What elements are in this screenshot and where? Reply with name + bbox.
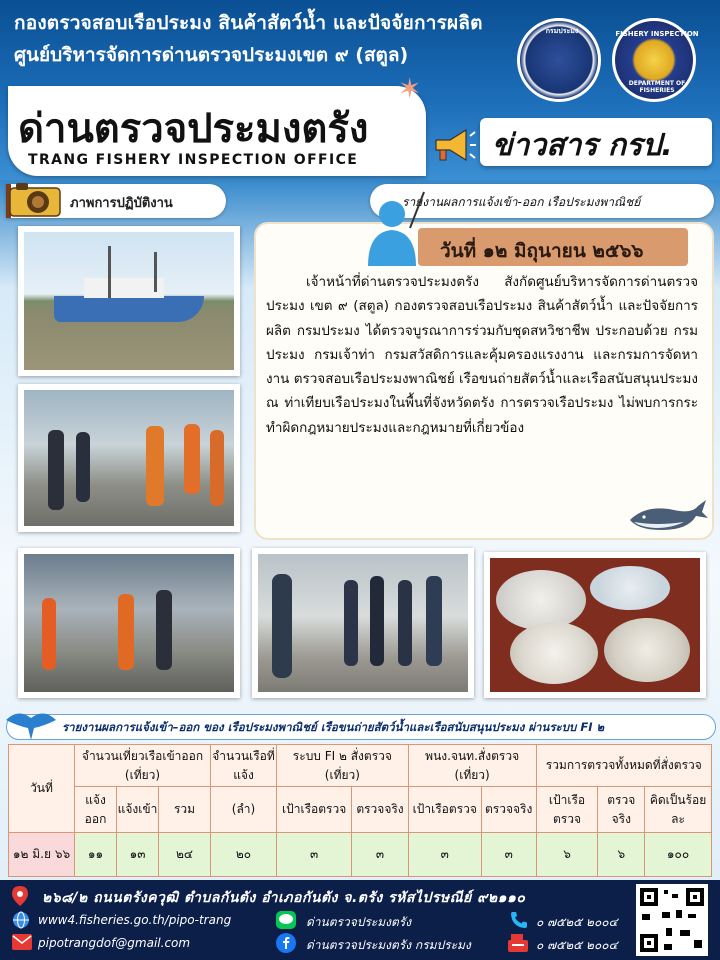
catch-basket [604,618,690,682]
sub-in: แจ้งเข้า [117,787,159,833]
cell-out: ๑๑ [75,833,117,877]
footer-email[interactable]: pipotrangdof@gmail.com [38,936,191,950]
header-division: กองตรวจสอบเรือประมง สินค้าสัตว์น้ำ และปัจจัยการผลิต [14,12,483,34]
sub-staff-actual: ตรวจจริง [481,787,536,833]
qr-code [636,884,708,956]
footer-website[interactable]: www4.fisheries.go.th/pipo-trang [38,913,232,927]
table-row [9,833,712,877]
facebook-icon [276,933,296,953]
person-figure [156,590,172,670]
catch-basket [590,566,670,610]
photo-officials-group [252,548,474,698]
boat-mast [108,246,111,298]
cell-fi2-actual: ๓ [352,833,408,877]
cell-all-actual: ๖ [598,833,645,877]
col-fi2-header: ระบบ FI ๒ สั่งตรวจ (เที่ยว) [277,745,409,787]
person-figure [76,432,90,502]
photo-inspection-team-market [18,384,240,532]
photo-crew-lifejackets [18,548,240,698]
seal2-label-top: FISHERY INSPECTION [615,30,699,38]
cell-staff-target: ๓ [408,833,481,877]
cell-in: ๑๓ [117,833,159,877]
seal2-label-bottom: DEPARTMENT OF FISHERIES [628,80,686,94]
col-trips-header: จำนวนเที่ยวเรือเข้าออก (เที่ยว) [75,745,211,787]
report-title: รายงานผลการแจ้งเข้า–ออก ของ เรือประมงพาณิชย์ เรือขนถ่ายสัตว์น้ำและเรือสนับสนุนประมง ผ่านระบบ FI ๒ [62,720,605,734]
person-figure [118,594,134,670]
header-center: ศูนย์บริหารจัดการด่านตรวจประมงเขต ๙ (สตูล) [14,44,409,66]
boat-cabin [84,278,164,298]
starfish-icon: ✶ [398,72,422,105]
globe-icon [12,911,30,929]
person-figure [426,576,442,666]
manta-ray-icon [4,706,58,742]
person-figure [272,574,292,678]
col-staff-header: พนง.จนท.สั่งตรวจ (เที่ยว) [408,745,536,787]
photo-fishing-boat [18,226,240,376]
whale-icon [626,496,708,536]
report-table [8,744,712,877]
person-figure [42,598,56,670]
sub-all-target: เป้าเรือตรวจ [536,787,598,833]
person-figure [184,424,200,494]
line-app-icon [276,911,296,929]
sub-units: (ลำ) [211,787,277,833]
location-pin-icon [12,886,28,906]
phone-icon [510,911,528,929]
sub-fi2-actual: ตรวจจริง [352,787,408,833]
sub-all-actual: ตรวจจริง [598,787,645,833]
person-figure [370,576,384,666]
catch-basket [496,570,586,630]
cell-percent: ๑๐๐ [645,833,712,877]
email-icon [12,934,32,950]
boat-hull [54,296,204,322]
cell-all-target: ๖ [536,833,598,877]
cell-fi2-target: ๓ [277,833,352,877]
cell-date: ๑๒ มิ.ย ๖๖ [9,833,75,877]
cell-staff-actual: ๓ [481,833,536,877]
sub-staff-target: เป้าเรือตรวจ [408,787,481,833]
footer-facebook[interactable]: ด่านตรวจประมงตรัง กรมประมง [306,938,471,952]
person-figure [398,580,412,666]
photos-section-label: ภาพการปฏิบัติงาน [70,196,173,211]
presenter-icon [352,188,432,268]
article-date: วันที่ ๑๒ มิถุนายน ๒๕๖๖ [440,240,644,262]
cell-boats: ๒๐ [211,833,277,877]
person-figure [48,430,64,510]
boat-mast [154,252,157,292]
report-section-label: รายงานผลการแจ้งเข้า-ออก เรือประมงพาณิชย์ [402,195,641,209]
col-date-header: วันที่ [9,745,75,833]
news-label: ข่าวสาร กรป. [492,128,673,163]
article-body: เจ้าหน้าที่ด่านตรวจประมงตรัง สังกัดศูนย์บริหารจัดการด่านตรวจประมง เขต ๙ (สตูล) กองตรวจสอบเรือประมง สินค้าสัตว์น้ำ และปัจจัยการผลิต กรมประมง ได้ตรวจบูรณาการร่วมกับชุดสหวิชาชีพ ประกอบด้วย กรมประมง กรมเจ้าท่า กรมสวัสดิการและคุ้มครองแรงงาน และกรมการจัดหางาน ตรวจสอบเรือประมงพาณิชย์ เรือขนถ่ายสัตว์น้ำและเรือสนับสนุนประมง ณ ท่าเทียบเรือประมงในพื้นที่จังหวัดตรัง การตรวจเรือประมง ไม่พบการกระทำผิดกฎหมายประมงและกฎหมายที่เกี่ยวข้อง [266,274,699,436]
sub-out: แจ้งออก [75,787,117,833]
col-boats-header: จำนวนเรือที่แจ้ง [211,745,277,787]
person-figure [344,580,358,666]
sub-percent: คิดเป็นร้อยละ [645,787,712,833]
camera-icon [8,180,62,218]
person-figure [210,430,224,506]
cell-total: ๒๔ [159,833,211,877]
footer-fax: ๐ ๗๕๒๕ ๒๐๐๔ [536,938,618,952]
page-title: ด่านตรวจประมงตรัง [18,106,369,152]
person-figure [146,426,164,506]
photo-fish-catch-baskets [484,552,706,698]
sub-fi2-target: เป้าเรือตรวจ [277,787,352,833]
footer-address: ๒๖๘/๒ ถนนตรังควุฒิ ตำบลกันตัง อำเภอกันตัง จ.ตรัง รหัสไปรษณีย์ ๙๒๑๑๐ [42,890,526,906]
footer-line[interactable]: ด่านตรวจประมงตรัง [306,915,412,929]
megaphone-icon [432,128,476,162]
footer-phone[interactable]: ๐ ๗๕๒๕ ๒๐๐๔ [536,915,618,929]
col-total-header: รวมการตรวจทั้งหมดที่สั่งตรวจ [536,745,711,787]
fax-icon [508,934,528,952]
sub-total: รวม [159,787,211,833]
catch-basket [510,622,598,684]
page-title-english: TRANG FISHERY INSPECTION OFFICE [28,152,359,168]
seal1-label: กรมประมง [545,27,579,35]
